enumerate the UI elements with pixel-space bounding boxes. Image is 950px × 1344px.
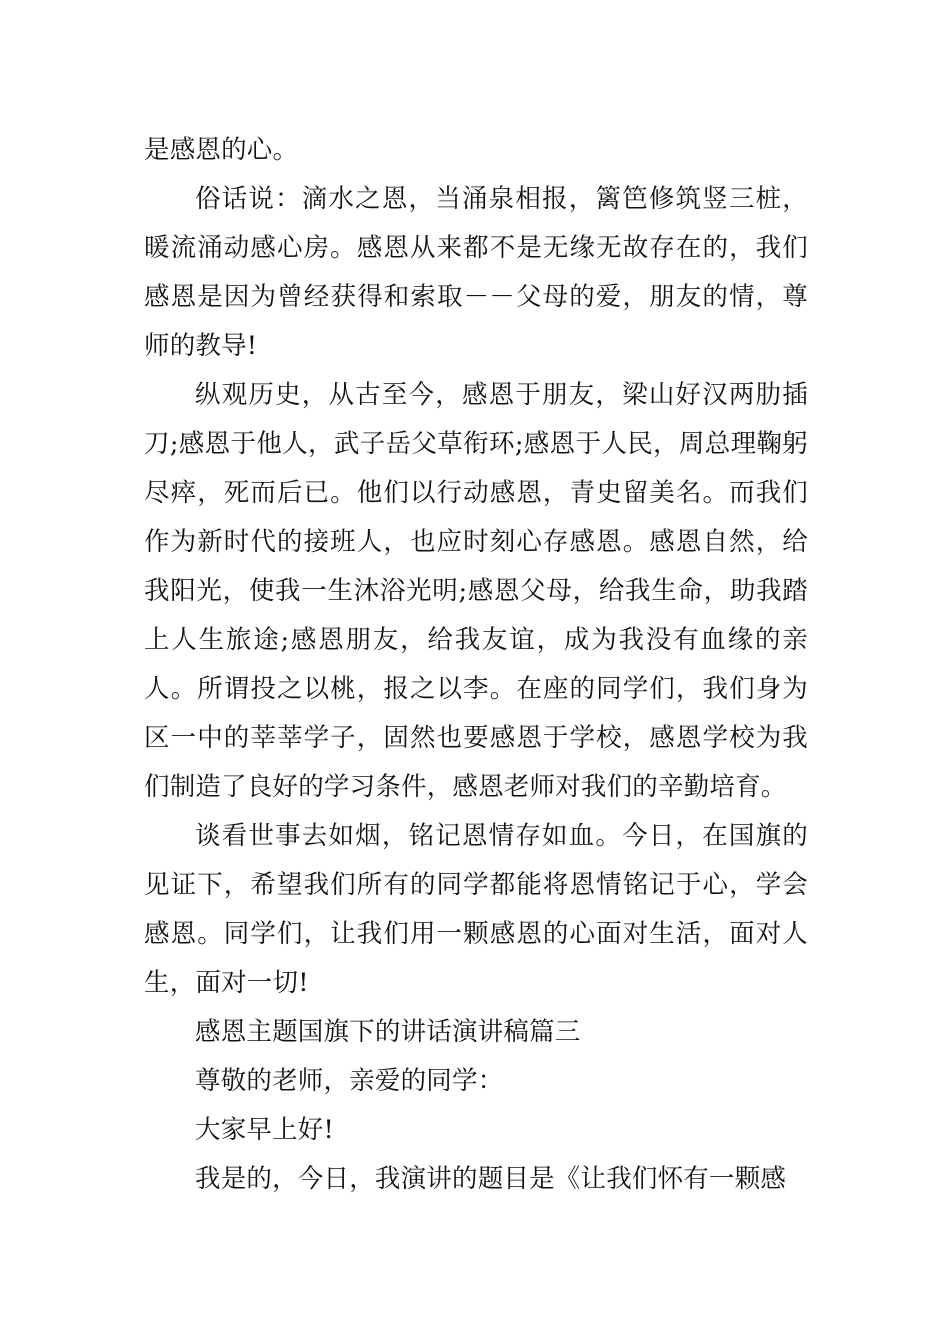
paragraph-proverb: 俗话说：滴水之恩，当涌泉相报，篱笆修筑竖三桩，暖流涌动感心房。感恩从来都不是无缘无故存在的，我们感恩是因为曾经获得和索取－－父母的爱，朋友的情，尊师的教导!: [144, 184, 808, 361]
document-body: [144, 126, 808, 1204]
paragraph-conclusion: 谈看世事去如烟，铭记恩情存如血。今日，在国旗的见证下，希望我们所有的同学都能将恩情铭记于心，学会感恩。同学们，让我们用一颗感恩的心面对生活，面对人生，面对一切!: [144, 821, 808, 998]
section-title: 感恩主题国旗下的讲话演讲稿篇三: [195, 1017, 581, 1047]
greeting: 大家早上好!: [195, 1115, 334, 1145]
paragraph-continuation: 是感恩的心。: [144, 135, 299, 165]
salutation: 尊敬的老师，亲爱的同学：: [195, 1066, 504, 1096]
paragraph-intro: 我是的，今日，我演讲的题目是《让我们怀有一颗感: [195, 1164, 787, 1194]
paragraph-history: 纵观历史，从古至今，感恩于朋友，梁山好汉两肋插刀;感恩于他人，武子岳父草衔环;感恩于人民，周总理鞠躬尽瘁，死而后已。他们以行动感恩，青史留美名。而我们作为新时代的接班人，也应时刻心存感恩。感恩自然，给我阳光，使我一生沐浴光明;感恩父母，给我生命，助我踏上人生旅途;感恩朋友，给我友谊，成为我没有血缘的亲人。所谓投之以桃，报之以李。在座的同学们，我们身为区一中的莘莘学子，固然也要感恩于学校，感恩学校为我们制造了良好的学习条件，感恩老师对我们的辛勤培育。: [144, 380, 808, 802]
